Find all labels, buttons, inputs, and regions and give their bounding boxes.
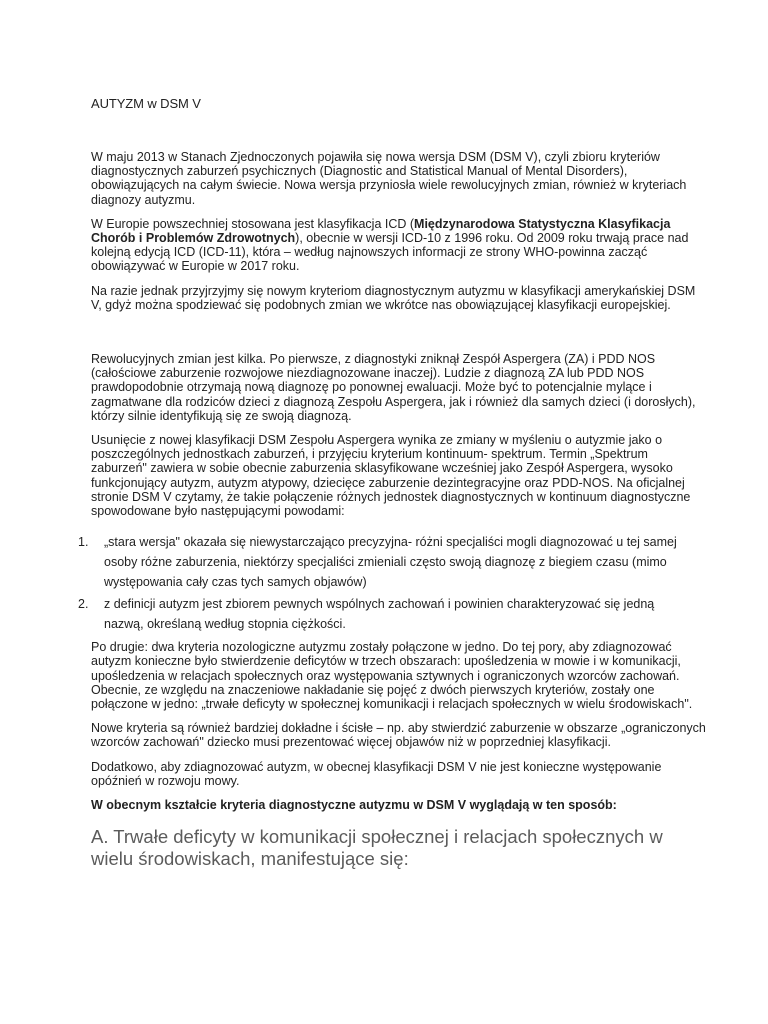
document-body <box>78 150 706 870</box>
paragraph-speech: Dodatkowo, aby zdiagnozować autyzm, w obecnej klasyfikacji DSM V nie jest konieczne występowanie opóźnień w rozwoju mowy. <box>91 759 662 788</box>
paragraph-icd-start: W Europie powszechniej stosowana jest klasyfikacja ICD ( <box>91 216 415 231</box>
paragraph-intro: W maju 2013 w Stanach Zjednoczonych pojawiła się nowa wersja DSM (DSM V), czyli zbioru kryteriów diagnostycznych zaburzeń psychicznych (Diagnostic and Statistical Manual of Mental Disorders), obowiązujących na całym świecie. Nowa wersja przyniosła wiele rewolucyjnych zmian, również w kryteriach diagnozy autyzmu. <box>91 150 687 207</box>
paragraph-icd <box>91 217 706 274</box>
list-item-number: 1. <box>78 535 89 550</box>
paragraph-changes: Rewolucyjnych zmian jest kilka. Po pierwsze, z diagnostyki zniknął Zespół Aspergera (ZA) i PDD NOS (całościowe zaburzenie rozwojowe niezdiagnozowane inaczej). Ludzie z diagnozą ZA lub PDD NOS prawdopodobnie otrzymają nową diagnozę po ponownej ewaluacji. Może być to potencjalnie mylące i zagmatwane dla rodziców dzieci z diagnozą Zespołu Aspergera, jak i również dla samych dzieci (i dorosłych), którzy silnie identyfikują się ze swoją diagnozą. <box>91 352 696 423</box>
paragraph-spectrum: Usunięcie z nowej klasyfikacji DSM Zespołu Aspergera wynika ze zmiany w myśleniu o autyzmie jako o poszczególnych jednostkach zaburzeń, i przyjęciu kryterium kontinuum- spektrum. Termin „Spektrum zaburzeń" zawiera w sobie obecnie zaburzenia sklasyfikowane wcześniej jako Zespół Aspergera, wysoko funkcjonujący autyzm, autyzm atypowy, dziecięce zaburzenie dezintegracyjne oraz PDD-NOS. Na oficjalnej stronie DSM V czytamy, że takie połączenie różnych jednostek diagnostycznych w kontinuum diagnostyczne spowodowane było następującymi powodami: <box>91 433 691 519</box>
list-item-text: „stara wersja" okazała się niewystarczająco precyzyjna- różni specjaliści mogli diagnozować u tej samej osoby różne zaburzenia, niektórzy specjaliści zmieniali często swoją diagnozę z biegiem czasu (mimo występowania cały czas tych samych objawów) <box>104 535 677 590</box>
paragraph-criteria-merge: Po drugie: dwa kryteria nozologiczne autyzmu zostały połączone w jedno. Do tej pory, aby zdiagnozować autyzm konieczne było stwierdzenie deficytów w trzech obszarach: upośledzenia w mowie i w komunikacji, upośledzenia w relacjach społecznych oraz występowania sztywnych i ograniczonych wzorców zachowań. Obecnie, ze względu na znaczeniowe nakładanie się pojęć z dwóch pierwszych kryteriów, zostały one połączone w jedno: „trwałe deficyty w społecznej komunikacji i relacjach społecznych w wielu środowiskach". <box>91 640 693 712</box>
criteria-intro-heading: W obecnym kształcie kryteria diagnostyczne autyzmu w DSM V wyglądają w ten sposób: <box>91 798 617 813</box>
document-title: AUTYZM w DSM V <box>91 96 201 111</box>
icd-name-bold: Międzynarodowa Statystyczna Klasyfikacja Chorób i Problemów Zdrowotnych <box>91 216 671 246</box>
paragraph-precision: Nowe kryteria są również bardziej dokładne i ścisłe – np. aby stwierdzić zaburzenie w obszarze „ograniczonych wzorców zachowań" dziecko musi prezentować więcej objawów niż w poprzedniej klasyfikacji. <box>91 721 706 750</box>
list-item-text: z definicji autyzm jest zbiorem pewnych wspólnych zachowań i powinien charakteryzować się jedną nazwą, określaną według stopnia ciężkości. <box>104 597 655 632</box>
list-item <box>78 532 693 592</box>
list-item <box>78 594 693 634</box>
criterion-a-heading: A. Trwałe deficyty w komunikacji społecznej i relacjach społecznych w wielu środowiskach, manifestujące się: <box>91 826 663 870</box>
reasons-list <box>78 532 693 634</box>
list-item-number: 2. <box>78 597 89 612</box>
paragraph-dsm-focus: Na razie jednak przyjrzyjmy się nowym kryteriom diagnostycznym autyzmu w klasyfikacji amerykańskiej DSM V, gdyż można spodziewać się podobnych zmian we wkrótce nas obowiązującej klasyfikacji europejskiej. <box>91 283 696 312</box>
paragraph-icd-end: ), obecnie w wersji ICD-10 z 1996 roku. Od 2009 roku trwają prace nad kolejną edycją ICD (ICD-11), która – według najnowszych informacji ze strony WHO-powinna zacząć obowiązywać w Europie w 2017 roku. <box>91 231 689 274</box>
